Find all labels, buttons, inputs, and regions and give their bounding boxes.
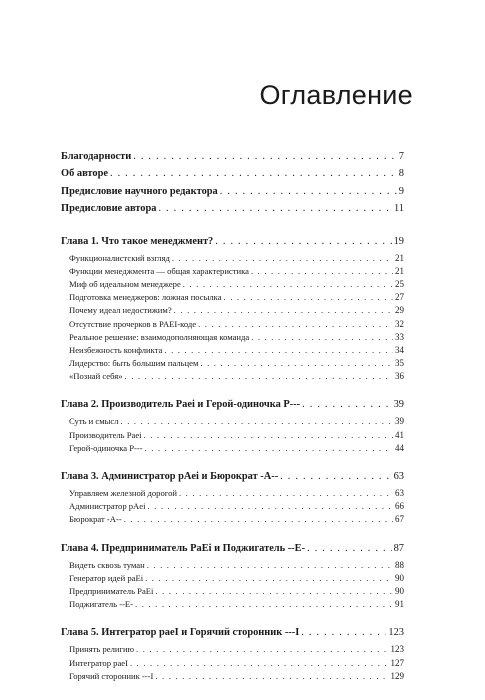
dot-leader	[251, 266, 393, 276]
section-title: Лидерство: быть большим пальцем	[69, 358, 199, 369]
toc-section	[61, 599, 404, 612]
section-page: 27	[395, 292, 404, 303]
dot-leader	[147, 560, 393, 570]
toc-section	[61, 488, 404, 501]
toc-chapter-2	[61, 399, 404, 414]
dot-leader	[133, 151, 397, 162]
dot-leader	[307, 543, 392, 554]
section-title: Производитель Paei	[69, 429, 142, 440]
section-page: 90	[395, 585, 404, 596]
toc-section	[61, 266, 404, 279]
section-title: Реальное решение: взаимодополняющая команда	[69, 331, 250, 342]
section-title: Подготовка менеджеров: ложная посылка	[69, 292, 222, 303]
section-page: 33	[395, 331, 404, 342]
toc-entry-page: 8	[398, 168, 404, 180]
section-title: Почему идеал недостижим?	[69, 305, 172, 316]
toc-section	[61, 514, 404, 527]
section-page: 90	[395, 572, 404, 583]
dot-leader	[301, 627, 386, 638]
chapter-title: Глава 2. Производитель Paei и Герой-одиночка P---	[61, 399, 301, 411]
section-page: 127	[390, 657, 404, 668]
section-page: 129	[390, 670, 404, 681]
toc-section	[61, 279, 404, 292]
dot-leader	[130, 658, 389, 668]
dot-leader	[174, 305, 393, 315]
page-title: Оглавление	[259, 80, 413, 110]
dot-leader	[302, 399, 391, 410]
chapter-page: 123	[388, 627, 404, 639]
section-page: 36	[395, 371, 404, 382]
table-of-contents	[61, 151, 404, 684]
toc-section	[61, 345, 404, 358]
dot-leader	[121, 416, 393, 426]
section-title: Горячий сторонник ---I	[69, 670, 154, 681]
section-page: 63	[395, 488, 404, 498]
chapter-page: 19	[393, 235, 404, 247]
toc-section	[61, 319, 404, 332]
section-title: Миф об идеальном менеджере	[69, 278, 181, 289]
dot-leader	[224, 292, 393, 302]
chapter-page: 39	[393, 399, 404, 411]
toc-chapter-1	[61, 236, 404, 251]
toc-section	[61, 292, 404, 305]
section-page: 35	[395, 358, 404, 369]
dot-leader	[251, 332, 393, 342]
toc-section	[61, 586, 404, 599]
toc-section	[61, 443, 404, 456]
dot-leader	[125, 371, 394, 381]
toc-entry-author-preface	[61, 203, 404, 218]
toc-entry-about-author	[61, 168, 404, 183]
dot-leader	[179, 488, 393, 498]
section-page: 123	[390, 644, 404, 655]
toc-section	[61, 416, 404, 429]
toc-section	[61, 305, 404, 318]
dot-leader	[147, 501, 393, 511]
toc-entry-title: Благодарности	[61, 151, 132, 162]
chapter-title: Глава 3. Администратор pAei и Бюрократ -A--	[61, 471, 279, 482]
toc-chapter-3	[61, 471, 404, 486]
toc-section	[61, 332, 404, 345]
section-title: Функции менеджмента — общая характеристика	[69, 265, 249, 276]
dot-leader	[220, 186, 397, 197]
section-page: 32	[395, 318, 404, 329]
dot-leader	[183, 279, 393, 289]
toc-entry-title: Предисловие автора	[61, 203, 157, 215]
toc-section	[61, 430, 404, 443]
section-title: Герой-одиночка P---	[69, 442, 143, 453]
section-title: Администратор pAei	[69, 501, 146, 512]
section-title: Поджигатель --E-	[69, 599, 134, 610]
dot-leader	[135, 599, 393, 609]
chapter-title: Глава 4. Предприниматель PaEi и Поджигатель --E-	[61, 542, 306, 554]
chapter-title: Глава 1. Что такое менеджмент?	[61, 235, 214, 247]
toc-section	[61, 573, 404, 586]
dot-leader	[215, 236, 391, 247]
chapter-title: Глава 5. Интегратор paeI и Горячий сторонник ---I	[61, 627, 300, 639]
toc-entry-page: 11	[393, 203, 404, 215]
chapter-page: 87	[393, 542, 404, 554]
toc-chapter-4	[61, 543, 404, 558]
dot-leader	[155, 671, 388, 681]
section-title: Генератор идей paEi	[69, 572, 144, 583]
section-title: Интегратор paeI	[69, 657, 128, 668]
toc-entry-title: Предисловие научного редактора	[61, 185, 218, 197]
section-page: 39	[395, 416, 404, 427]
dot-leader	[144, 430, 393, 440]
toc-chapter-5	[61, 627, 404, 642]
dot-leader	[124, 514, 393, 524]
toc-entry-title: Об авторе	[61, 168, 108, 180]
dot-leader	[158, 203, 392, 214]
section-title: Принять религию	[69, 644, 135, 655]
section-page: 88	[395, 559, 404, 570]
section-page: 67	[395, 514, 404, 525]
toc-section	[61, 501, 404, 514]
section-title: Предприниматель PaEi	[69, 585, 154, 596]
toc-section	[61, 644, 404, 657]
toc-entry-page: 9	[398, 185, 404, 197]
toc-entry-acknowledgements	[61, 151, 404, 166]
dot-leader	[145, 573, 393, 583]
toc-section	[61, 371, 404, 384]
section-page: 21	[395, 252, 404, 263]
toc-section	[61, 560, 404, 573]
section-title: Суть и смысл	[69, 416, 119, 427]
section-page: 34	[395, 344, 404, 355]
section-page: 44	[395, 442, 404, 453]
section-title: Бюрократ -A--	[69, 514, 122, 525]
section-page: 41	[395, 429, 404, 440]
section-title: Функционалистский взгляд	[69, 252, 170, 263]
dot-leader	[280, 471, 391, 482]
section-page: 21	[395, 265, 404, 276]
toc-entry-editor-preface	[61, 186, 404, 201]
toc-section	[61, 671, 404, 684]
dot-leader	[136, 644, 388, 654]
dot-leader	[145, 443, 393, 453]
dot-leader	[172, 253, 393, 263]
toc-entry-page: 7	[398, 151, 404, 162]
dot-leader	[200, 358, 393, 368]
section-title: Отсутствие прочерков в PAEI-коде	[69, 318, 197, 329]
section-title: Управляем железной дорогой	[69, 488, 177, 498]
section-title: «Познай себя»	[69, 371, 123, 382]
section-title: Неизбежность конфликта	[69, 344, 163, 355]
section-page: 29	[395, 305, 404, 316]
dot-leader	[198, 319, 393, 329]
toc-section	[61, 253, 404, 266]
toc-section	[61, 358, 404, 371]
section-page: 91	[395, 599, 404, 610]
section-page: 25	[395, 278, 404, 289]
section-page: 66	[395, 501, 404, 512]
dot-leader	[155, 586, 393, 596]
section-title: Видеть сквозь туман	[69, 559, 145, 570]
dot-leader	[110, 168, 397, 179]
dot-leader	[164, 345, 393, 355]
toc-section	[61, 658, 404, 671]
chapter-page: 63	[393, 471, 404, 482]
